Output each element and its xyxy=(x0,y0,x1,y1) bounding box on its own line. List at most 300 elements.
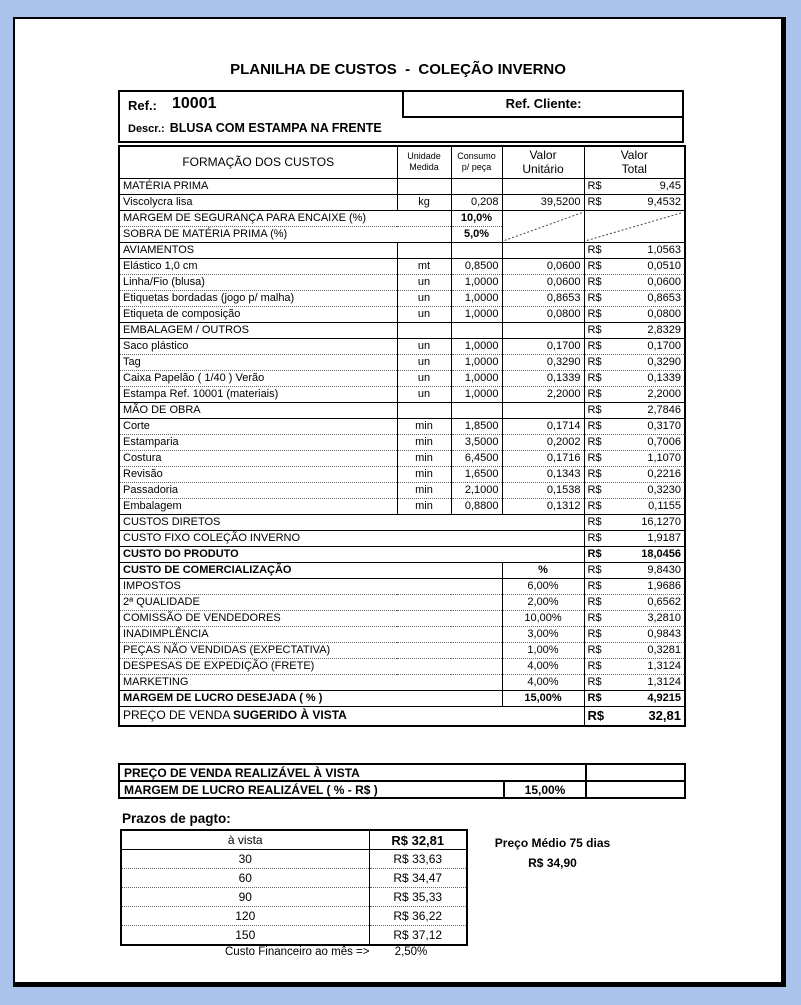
row-label: CUSTO DE COMERCIALIZAÇÃO xyxy=(119,562,502,578)
ref-box xyxy=(118,90,684,143)
col-header-valor-total xyxy=(584,146,685,178)
row-label: MARKETING xyxy=(119,674,502,690)
cost-row xyxy=(119,626,685,642)
total-value: 0,3170 xyxy=(647,419,681,432)
cost-row xyxy=(119,242,685,258)
unidade-cell: un xyxy=(397,386,451,402)
currency-symbol: R$ xyxy=(587,355,602,368)
cost-row xyxy=(119,322,685,338)
row-label: CUSTO FIXO COLEÇÃO INVERNO xyxy=(119,530,584,546)
cost-row xyxy=(119,402,685,418)
total-value: 0,0600 xyxy=(647,275,681,288)
row-label xyxy=(119,706,584,726)
unidade-cell: min xyxy=(397,450,451,466)
pct-cell: 3,00% xyxy=(502,626,584,642)
pct-cell: 6,00% xyxy=(502,578,584,594)
valor-unitario-cell: 0,1716 xyxy=(502,450,584,466)
cost-row xyxy=(119,642,685,658)
total-value: 4,9215 xyxy=(647,691,681,704)
valor-unitario-cell: 0,1538 xyxy=(502,482,584,498)
valor-total-cell xyxy=(584,482,685,498)
unidade-cell: un xyxy=(397,354,451,370)
valor-total-cell xyxy=(584,546,685,562)
valor-unitario-cell: 0,1714 xyxy=(502,418,584,434)
valor-total-cell xyxy=(584,530,685,546)
cost-row xyxy=(119,706,685,726)
valor-cell: R$ 33,63 xyxy=(369,850,467,869)
valor-total-cell xyxy=(584,690,685,706)
row-label: CUSTOS DIRETOS xyxy=(119,514,584,530)
unidade-cell xyxy=(397,242,451,258)
valor-total-cell xyxy=(584,290,685,306)
valor-total-cell xyxy=(584,258,685,274)
cost-row xyxy=(119,594,685,610)
col-header-line: Unidade xyxy=(407,151,441,162)
currency-symbol: R$ xyxy=(587,499,602,512)
currency-symbol: R$ xyxy=(587,323,602,336)
ref-cliente-box xyxy=(402,91,683,118)
row-label: SOBRA DE MATÉRIA PRIMA (%) xyxy=(119,226,451,242)
preco-medio-value: R$ 34,90 xyxy=(528,856,577,870)
currency-symbol: R$ xyxy=(587,643,602,656)
prazos-heading: Prazos de pagto: xyxy=(122,811,231,826)
pct-cell: 10,0% xyxy=(451,210,502,226)
consumo-cell: 1,8500 xyxy=(451,418,502,434)
unidade-cell: min xyxy=(397,498,451,514)
pct-cell: 4,00% xyxy=(502,674,584,690)
consumo-cell: 0,8500 xyxy=(451,258,502,274)
currency-symbol: R$ xyxy=(587,547,602,560)
consumo-cell: 1,0000 xyxy=(451,274,502,290)
cost-row xyxy=(119,306,685,322)
total-value: 0,0510 xyxy=(647,259,681,272)
valor-total-cell xyxy=(584,514,685,530)
valor-unitario-cell: 0,8653 xyxy=(502,290,584,306)
cost-row xyxy=(119,482,685,498)
consumo-cell xyxy=(451,402,502,418)
prazo-cell: à vista xyxy=(121,830,369,850)
descr-row xyxy=(128,121,382,135)
total-value: 32,81 xyxy=(648,708,681,724)
page-title: PLANILHA DE CUSTOS - COLEÇÃO INVERNO xyxy=(230,61,566,78)
valor-total-cell xyxy=(584,658,685,674)
valor-total-cell xyxy=(584,418,685,434)
ref-row xyxy=(120,92,682,119)
prazo-cell: 150 xyxy=(121,926,369,946)
cost-row xyxy=(119,370,685,386)
cost-row xyxy=(119,466,685,482)
currency-symbol: R$ xyxy=(587,467,602,480)
row-label: Etiqueta de composição xyxy=(119,306,397,322)
currency-symbol: R$ xyxy=(587,483,602,496)
cost-table xyxy=(118,145,686,727)
row-label: 2ª QUALIDADE xyxy=(119,594,502,610)
row-label: Revisão xyxy=(119,466,397,482)
valor-unitario-cell: 0,2002 xyxy=(502,434,584,450)
valor-total-cell xyxy=(584,274,685,290)
currency-symbol: R$ xyxy=(587,387,602,400)
valor-unitario-cell: 0,1339 xyxy=(502,370,584,386)
valor-total-cell xyxy=(584,322,685,338)
na-diagonal-cell xyxy=(584,210,685,242)
currency-symbol: R$ xyxy=(587,419,602,432)
pct-cell: 4,00% xyxy=(502,658,584,674)
col-header-line: p/ peça xyxy=(461,162,492,173)
row-label: IMPOSTOS xyxy=(119,578,502,594)
consumo-cell: 1,0000 xyxy=(451,306,502,322)
unidade-cell: min xyxy=(397,418,451,434)
valor-unitario-cell: 0,1700 xyxy=(502,338,584,354)
cost-row xyxy=(119,210,685,226)
row-label: MATÉRIA PRIMA xyxy=(119,178,397,194)
custo-financeiro-label: Custo Financeiro ao mês => xyxy=(225,946,370,958)
cost-row xyxy=(119,178,685,194)
unidade-cell: min xyxy=(397,434,451,450)
diagonal-line-icon xyxy=(585,211,685,242)
total-value: 0,1700 xyxy=(647,339,681,352)
cost-row xyxy=(119,610,685,626)
currency-symbol: R$ xyxy=(587,579,602,592)
total-value: 9,45 xyxy=(659,179,681,192)
custo-financeiro-value: 2,50% xyxy=(394,946,428,958)
currency-symbol: R$ xyxy=(587,691,602,704)
consumo-cell: 6,4500 xyxy=(451,450,502,466)
prazos-table-body xyxy=(121,830,467,945)
realizavel-label: MARGEM DE LUCRO REALIZÁVEL ( % - R$ ) xyxy=(119,781,504,798)
cost-row xyxy=(119,450,685,466)
final-label-regular: PREÇO DE VENDA xyxy=(123,708,234,723)
col-header-line: Valor xyxy=(529,148,557,163)
col-header-consumo xyxy=(451,146,502,178)
prazo-cell: 30 xyxy=(121,850,369,869)
valor-unitario-cell: 0,0600 xyxy=(502,274,584,290)
col-header-line: Total xyxy=(621,162,647,177)
total-value: 1,9686 xyxy=(647,579,681,592)
currency-symbol: R$ xyxy=(587,339,602,352)
currency-symbol: R$ xyxy=(587,708,605,724)
currency-symbol: R$ xyxy=(587,435,602,448)
cost-row xyxy=(119,194,685,210)
total-value: 18,0456 xyxy=(641,547,681,560)
valor-unitario-cell: 0,1343 xyxy=(502,466,584,482)
cost-row xyxy=(119,258,685,274)
valor-total-cell xyxy=(584,642,685,658)
unidade-cell xyxy=(397,322,451,338)
valor-unitario-cell xyxy=(502,402,584,418)
currency-symbol: R$ xyxy=(587,611,602,624)
row-label: PEÇAS NÃO VENDIDAS (EXPECTATIVA) xyxy=(119,642,502,658)
consumo-cell: 1,0000 xyxy=(451,290,502,306)
currency-symbol: R$ xyxy=(587,243,602,256)
unidade-cell: un xyxy=(397,274,451,290)
total-value: 1,1070 xyxy=(647,451,681,464)
valor-total-cell xyxy=(584,562,685,578)
valor-total-cell xyxy=(584,578,685,594)
valor-cell: R$ 37,12 xyxy=(369,926,467,946)
consumo-cell: 1,6500 xyxy=(451,466,502,482)
pct-cell: 5,0% xyxy=(451,226,502,242)
ref-value: 10001 xyxy=(172,95,217,112)
cost-row xyxy=(119,546,685,562)
prazo-cell: 60 xyxy=(121,869,369,888)
col-header-line: Medida xyxy=(409,162,439,173)
unidade-cell: mt xyxy=(397,258,451,274)
valor-cell: R$ 34,47 xyxy=(369,869,467,888)
consumo-cell xyxy=(451,242,502,258)
valor-unitario-cell: 0,0800 xyxy=(502,306,584,322)
prazo-row xyxy=(121,830,467,850)
row-label: INADIMPLÊNCIA xyxy=(119,626,502,642)
custo-financeiro-line xyxy=(225,946,427,958)
valor-total-cell xyxy=(584,386,685,402)
realizavel-empty-cell xyxy=(586,764,685,781)
preco-medio-label: Preço Médio 75 dias xyxy=(494,836,611,850)
total-value: 9,8430 xyxy=(647,563,681,576)
col-header-line: Unitário xyxy=(522,162,564,177)
row-label: MARGEM DE SEGURANÇA PARA ENCAIXE (%) xyxy=(119,210,451,226)
col-header-line: Consumo xyxy=(457,151,496,162)
cost-row xyxy=(119,658,685,674)
valor-cell: R$ 36,22 xyxy=(369,907,467,926)
total-value: 0,3230 xyxy=(647,483,681,496)
final-label-bold: SUGERIDO À VISTA xyxy=(233,708,347,723)
total-value: 0,2216 xyxy=(647,467,681,480)
row-label: Embalagem xyxy=(119,498,397,514)
pct-cell: 10,00% xyxy=(502,610,584,626)
consumo-cell: 1,0000 xyxy=(451,354,502,370)
currency-symbol: R$ xyxy=(587,291,602,304)
consumo-cell: 0,8800 xyxy=(451,498,502,514)
row-label: Caixa Papelão ( 1/40 ) Verão xyxy=(119,370,397,386)
valor-total-cell xyxy=(584,338,685,354)
cost-row xyxy=(119,386,685,402)
prazo-cell: 90 xyxy=(121,888,369,907)
total-value: 9,4532 xyxy=(647,195,681,208)
valor-cell: R$ 35,33 xyxy=(369,888,467,907)
valor-cell: R$ 32,81 xyxy=(391,832,445,848)
total-value: 2,7846 xyxy=(647,403,681,416)
cost-row xyxy=(119,354,685,370)
row-label: DESPESAS DE EXPEDIÇÃO (FRETE) xyxy=(119,658,502,674)
descr-value: BLUSA COM ESTAMPA NA FRENTE xyxy=(169,121,382,135)
prazo-cell: 120 xyxy=(121,907,369,926)
col-header-valor-unitario xyxy=(502,146,584,178)
row-label: Etiquetas bordadas (jogo p/ malha) xyxy=(119,290,397,306)
total-value: 0,3281 xyxy=(647,643,681,656)
prazo-row xyxy=(121,926,467,946)
currency-symbol: R$ xyxy=(587,179,602,192)
unidade-cell: un xyxy=(397,306,451,322)
valor-total-cell xyxy=(584,434,685,450)
row-label: Tag xyxy=(119,354,397,370)
spreadsheet-page xyxy=(13,17,786,987)
ref-cliente-label: Ref. Cliente: xyxy=(505,96,582,111)
currency-symbol: R$ xyxy=(587,195,602,208)
unidade-cell: un xyxy=(397,370,451,386)
row-label: AVIAMENTOS xyxy=(119,242,397,258)
currency-symbol: R$ xyxy=(587,259,602,272)
valor-total-cell xyxy=(584,610,685,626)
col-header-formacao: FORMAÇÃO DOS CUSTOS xyxy=(119,146,397,178)
currency-symbol: R$ xyxy=(587,627,602,640)
valor-total-cell xyxy=(584,354,685,370)
valor-unitario-cell: 39,5200 xyxy=(502,194,584,210)
row-label: Estampa Ref. 10001 (materiais) xyxy=(119,386,397,402)
valor-unitario-cell xyxy=(502,322,584,338)
valor-unitario-cell xyxy=(502,178,584,194)
unidade-cell xyxy=(397,402,451,418)
valor-unitario-cell: 2,2000 xyxy=(502,386,584,402)
ref-label: Ref.: xyxy=(128,98,157,113)
cost-row xyxy=(119,514,685,530)
valor-total-cell xyxy=(584,706,685,726)
total-value: 2,2000 xyxy=(647,387,681,400)
cost-row xyxy=(119,562,685,578)
pct-cell: % xyxy=(502,562,584,578)
consumo-cell: 0,208 xyxy=(451,194,502,210)
total-value: 1,9187 xyxy=(647,531,681,544)
col-header-unidade xyxy=(397,146,451,178)
realizavel-label: PREÇO DE VENDA REALIZÁVEL À VISTA xyxy=(119,764,586,781)
realizavel-empty-cell xyxy=(586,781,685,798)
cost-row xyxy=(119,530,685,546)
total-value: 0,9843 xyxy=(647,627,681,640)
total-value: 3,2810 xyxy=(647,611,681,624)
total-value: 0,3290 xyxy=(647,355,681,368)
cost-table-body xyxy=(119,178,685,726)
valor-total-cell xyxy=(584,498,685,514)
cost-row xyxy=(119,290,685,306)
col-header-line: Valor xyxy=(620,148,648,163)
currency-symbol: R$ xyxy=(587,659,602,672)
valor-unitario-cell: 0,1312 xyxy=(502,498,584,514)
row-label: MARGEM DE LUCRO DESEJADA ( % ) xyxy=(119,690,502,706)
na-diagonal-cell xyxy=(502,210,584,242)
cost-row xyxy=(119,690,685,706)
row-label: Estamparia xyxy=(119,434,397,450)
valor-unitario-cell xyxy=(502,242,584,258)
currency-symbol: R$ xyxy=(587,451,602,464)
valor-total-cell xyxy=(584,594,685,610)
unidade-cell: un xyxy=(397,338,451,354)
cost-row xyxy=(119,338,685,354)
pct-cell: 15,00% xyxy=(502,690,584,706)
row-label: Linha/Fio (blusa) xyxy=(119,274,397,290)
currency-symbol: R$ xyxy=(587,371,602,384)
row-label: Corte xyxy=(119,418,397,434)
total-value: 0,0800 xyxy=(647,307,681,320)
consumo-cell: 1,0000 xyxy=(451,338,502,354)
prazo-row xyxy=(121,869,467,888)
valor-unitario-cell: 0,0600 xyxy=(502,258,584,274)
valor-total-cell xyxy=(584,402,685,418)
consumo-cell: 1,0000 xyxy=(451,386,502,402)
consumo-cell: 3,5000 xyxy=(451,434,502,450)
row-label: EMBALAGEM / OUTROS xyxy=(119,322,397,338)
currency-symbol: R$ xyxy=(587,531,602,544)
currency-symbol: R$ xyxy=(587,515,602,528)
unidade-cell xyxy=(397,178,451,194)
pct-cell: 1,00% xyxy=(502,642,584,658)
valor-total-cell xyxy=(584,306,685,322)
diagonal-line-icon xyxy=(503,211,584,242)
cost-row xyxy=(119,578,685,594)
cost-row xyxy=(119,498,685,514)
prazo-row xyxy=(121,907,467,926)
realizavel-row xyxy=(119,781,685,798)
total-value: 1,3124 xyxy=(647,659,681,672)
realizavel-pct-cell: 15,00% xyxy=(504,781,586,798)
valor-total-cell xyxy=(584,450,685,466)
prazos-table xyxy=(120,829,468,946)
descr-label: Descr.: xyxy=(128,123,165,135)
preco-medio-block xyxy=(455,833,650,873)
row-label: COMISSÃO DE VENDEDORES xyxy=(119,610,502,626)
cost-row xyxy=(119,674,685,690)
pct-cell: 2,00% xyxy=(502,594,584,610)
currency-symbol: R$ xyxy=(587,403,602,416)
unidade-cell: kg xyxy=(397,194,451,210)
currency-symbol: R$ xyxy=(587,275,602,288)
row-label: Passadoria xyxy=(119,482,397,498)
valor-total-cell xyxy=(584,242,685,258)
prazo-row xyxy=(121,850,467,869)
consumo-cell: 2,1000 xyxy=(451,482,502,498)
row-label: Saco plástico xyxy=(119,338,397,354)
total-value: 0,6562 xyxy=(647,595,681,608)
prazo-row xyxy=(121,888,467,907)
currency-symbol: R$ xyxy=(587,595,602,608)
cost-row xyxy=(119,274,685,290)
cost-row xyxy=(119,434,685,450)
cost-table-header xyxy=(119,146,685,178)
total-value: 1,3124 xyxy=(647,675,681,688)
valor-total-cell xyxy=(584,674,685,690)
header-row xyxy=(119,146,685,178)
row-label: Viscolycra lisa xyxy=(119,194,397,210)
realizavel-row xyxy=(119,764,685,781)
consumo-cell xyxy=(451,178,502,194)
total-value: 0,7006 xyxy=(647,435,681,448)
cost-row xyxy=(119,418,685,434)
row-label: MÃO DE OBRA xyxy=(119,402,397,418)
consumo-cell xyxy=(451,322,502,338)
row-label: CUSTO DO PRODUTO xyxy=(119,546,584,562)
total-value: 0,1339 xyxy=(647,371,681,384)
valor-total-cell xyxy=(584,626,685,642)
consumo-cell: 1,0000 xyxy=(451,370,502,386)
currency-symbol: R$ xyxy=(587,563,602,576)
total-value: 1,0563 xyxy=(647,243,681,256)
total-value: 2,8329 xyxy=(647,323,681,336)
currency-symbol: R$ xyxy=(587,675,602,688)
unidade-cell: min xyxy=(397,466,451,482)
total-value: 0,1155 xyxy=(648,499,681,512)
currency-symbol: R$ xyxy=(587,307,602,320)
valor-unitario-cell: 0,3290 xyxy=(502,354,584,370)
total-value: 16,1270 xyxy=(641,515,681,528)
row-label: Costura xyxy=(119,450,397,466)
valor-total-cell xyxy=(584,194,685,210)
total-value: 0,8653 xyxy=(647,291,681,304)
unidade-cell: min xyxy=(397,482,451,498)
unidade-cell: un xyxy=(397,290,451,306)
valor-total-cell xyxy=(584,466,685,482)
valor-total-cell xyxy=(584,178,685,194)
valor-total-cell xyxy=(584,370,685,386)
realizavel-table xyxy=(118,763,686,799)
row-label: Elástico 1,0 cm xyxy=(119,258,397,274)
